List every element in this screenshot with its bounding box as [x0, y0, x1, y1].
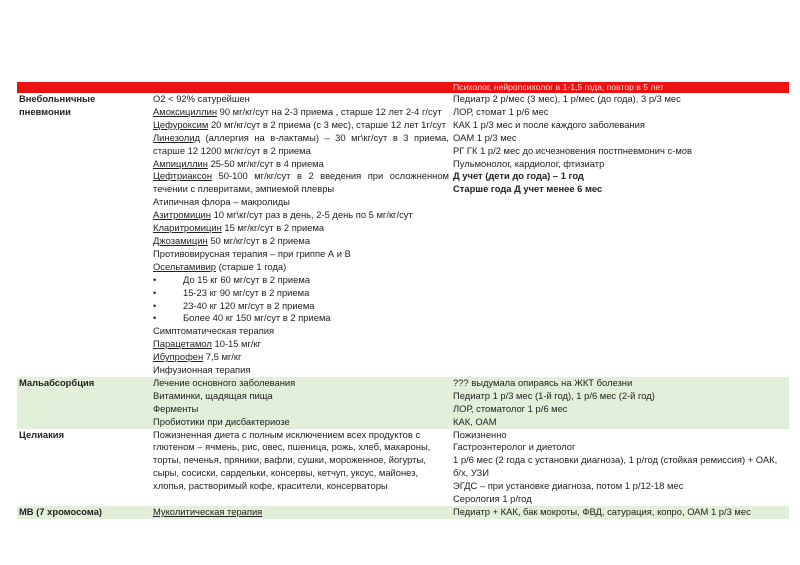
- condition-cell: Внебольничные пневмонии: [19, 93, 96, 117]
- followup-cell: [451, 377, 789, 429]
- text-line: [453, 132, 787, 145]
- text-line: [153, 506, 449, 519]
- bullet-item: [153, 312, 449, 325]
- bullet-dot: •: [153, 299, 157, 311]
- line-text: Витаминки, щадящая пища: [153, 389, 273, 401]
- text-line: [153, 235, 449, 248]
- text-line: [153, 132, 449, 158]
- line-text: 10-15 мг/кг: [211, 338, 262, 350]
- line-text: Симптоматическая терапия: [153, 325, 275, 337]
- followup-cell: [451, 506, 789, 519]
- text-line: [153, 106, 449, 119]
- bullet-text: 23-40 кг 120 мг/сут в 2 приема: [183, 299, 315, 311]
- line-text: Пульмонолог, кардиолог, фтизиатр: [453, 157, 605, 169]
- text-line: Пожизненная диета с полным исключением всех продуктов с глютеном – ячмень, рис, овес, пшеница, рожь, хлеб, макароны, торты, печенья, пряники, вафли, сушки, мороженное, йогурты, сыры, сосиски, сардельки, консервы, кетчуп, уксус, майонез, хлопья, растворимый кофе, красители, консерваторы: [153, 428, 431, 492]
- treatment-cell: [151, 93, 451, 377]
- text-line: [153, 196, 449, 209]
- text-line: [153, 261, 449, 274]
- document-table: [17, 82, 789, 519]
- bullet-dot: •: [153, 273, 157, 285]
- pneumonia-row: [17, 93, 789, 377]
- text-line: [153, 222, 449, 235]
- condition-cell: Целиакия: [19, 428, 65, 440]
- line-text: 15 мг/кг/сут в 2 приема: [221, 222, 325, 234]
- line-text: ЛОР, стоматолог 1 р/6 мес: [453, 402, 568, 414]
- text-line: [453, 480, 787, 493]
- drug-name: Муколитическая терапия: [153, 506, 263, 517]
- treatment-cell: [151, 377, 451, 429]
- line-text: 10 мг\кг/сут раз в день, 2-5 день по 5 мг/кг/сут: [210, 209, 413, 221]
- text-line: [153, 416, 449, 429]
- treatment-cell: [151, 506, 451, 519]
- line-text: 1 р/6 мес (2 года с установки диагноза), 1 р/год (стойкая ремиссия) + ОАК, б/х, УЗИ: [453, 454, 778, 479]
- text-line: [453, 429, 787, 442]
- text-line: [453, 93, 787, 106]
- bold-text: Д учет (дети до года) – 1 год: [453, 170, 584, 182]
- text-line: [153, 351, 449, 364]
- text-line: [153, 338, 449, 351]
- line-text: КАК 1 р/3 мес и после каждого заболевания: [453, 118, 645, 130]
- text-line: [453, 416, 787, 429]
- drug-name: Азитромицин: [153, 209, 211, 221]
- line-text: Пробиотики при дисбактериозе: [153, 415, 290, 427]
- line-text: Лечение основного заболевания: [153, 376, 296, 388]
- line-text: 90 мг/кг/сут на 2-3 приема , старше 12 лет 2-4 г/сут: [217, 105, 442, 117]
- line-text: ЛОР, стомат 1 р/6 мес: [453, 105, 549, 117]
- line-text: Педиатр 2 р/мес (3 мес), 1 р/мес (до года), 3 р/3 мес: [453, 93, 681, 104]
- text-line: [453, 403, 787, 416]
- banner-row: [17, 82, 789, 93]
- line-text: 20 мг/кг/сут в 2 приема (с 3 мес), старше 12 лет 1г/сут: [208, 118, 447, 130]
- line-text: ОАМ 1 р/3 мес: [453, 131, 517, 143]
- text-line: [153, 325, 449, 338]
- text-line: [453, 493, 787, 506]
- line-text: 7,5 мг/кг: [203, 351, 242, 363]
- text-line: [453, 170, 787, 183]
- text-line: [453, 145, 787, 158]
- drug-name: Парацетамол: [153, 338, 212, 350]
- bullet-dot: •: [153, 286, 157, 298]
- text-line: [153, 119, 449, 132]
- text-line: [453, 106, 787, 119]
- text-line: [153, 170, 449, 196]
- text-line: [153, 390, 449, 403]
- drug-name: Ибупрофен: [153, 351, 204, 363]
- treatment-cell: [151, 429, 451, 506]
- line-text: РГ ГК 1 р/2 мес до исчезновения постпневмонич с-мов: [453, 144, 692, 156]
- line-text: 50 мг/кг/сут в 2 приема: [207, 234, 311, 246]
- text-line: [453, 119, 787, 132]
- line-text: ??? выдумала опираясь на ЖКТ болезни: [453, 376, 633, 388]
- line-text: Гастроэнтеролог и диетолог: [453, 441, 576, 453]
- bullet-item: [153, 300, 449, 313]
- text-line: [153, 209, 449, 222]
- text-line: [453, 183, 787, 196]
- text-line: [453, 506, 787, 519]
- drug-name: Амоксициллин: [153, 105, 218, 117]
- text-line: [453, 158, 787, 171]
- followup-cell: [451, 429, 789, 506]
- text-line: [453, 454, 787, 480]
- line-text: 25-50 мг/кг/сут в 4 приема: [207, 157, 324, 169]
- drug-name: Линезолид: [153, 131, 200, 143]
- line-text: (старше 1 года): [216, 260, 287, 272]
- line-text: О2 < 92% сатурейшен: [153, 93, 250, 104]
- line-text: Педиатр 1 р/3 мес (1-й год), 1 р/6 мес (2-й год): [453, 389, 655, 401]
- line-text: Атипичная флора – макролиды: [153, 196, 290, 208]
- line-text: Серология 1 р/год: [453, 493, 532, 505]
- banner-text: Психолог, нейропсихолог в 1-1,5 года, повтор в 5 лет: [453, 82, 664, 92]
- text-line: [453, 377, 787, 390]
- bullet-text: 15-23 кг 90 мг/сут в 2 приема: [183, 286, 310, 298]
- line-text: Инфузионная терапия: [153, 364, 251, 376]
- condition-cell: Мальабсорбция: [17, 377, 151, 429]
- bullet-dot: •: [153, 312, 157, 324]
- celiac-row: [17, 429, 789, 506]
- condition-cell: МВ (7 хромосома): [17, 506, 151, 519]
- text-line: [453, 390, 787, 403]
- text-line: [153, 158, 449, 171]
- cystic-fibrosis-row: [17, 506, 789, 519]
- drug-name: Цефуроксим: [153, 118, 209, 130]
- line-text: 50-100 мг/кг/сут в 2 введения при осложненном течении с плевритами, эмпиемой плевры: [153, 170, 449, 195]
- line-text: Пожизненно: [453, 428, 507, 440]
- line-text: Педиатр + КАК, бак мокроты, ФВД, сатурация, копро, ОАМ 1 р/3 мес: [453, 506, 751, 517]
- text-line: [153, 364, 449, 377]
- line-text: ЭГДС – при установке диагноза, потом 1 р/12-18 мес: [453, 480, 684, 492]
- text-line: [153, 93, 449, 106]
- text-line: [153, 403, 449, 416]
- bullet-text: Более 40 кг 150 мг/сут в 2 приема: [183, 312, 331, 324]
- followup-cell: [451, 93, 789, 377]
- text-line: [153, 377, 449, 390]
- line-text: КАК, ОАМ: [453, 415, 497, 427]
- drug-name: Осельтамивир: [153, 260, 217, 272]
- line-text: (аллергия на в-лактамы) – 30 мг\кг/сут в 3 приема, старше 12 1200 мг/кг/сут в 2 приема: [153, 131, 449, 156]
- text-line: [453, 441, 787, 454]
- line-text: Ферменты: [153, 402, 199, 414]
- drug-name: Ампициллин: [153, 157, 208, 169]
- line-text: Противовирусная терапия – при гриппе А и В: [153, 247, 351, 259]
- bullet-item: [153, 287, 449, 300]
- bullet-item: [153, 274, 449, 287]
- drug-name: Кларитромицин: [153, 222, 222, 234]
- drug-name: Цефтриаксон: [153, 170, 213, 182]
- drug-name: Джозамицин: [153, 234, 208, 246]
- malabsorption-row: [17, 377, 789, 429]
- text-line: [153, 248, 449, 261]
- bold-text: Старше года Д учет менее 6 мес: [453, 183, 603, 195]
- bullet-text: До 15 кг 60 мг/сут в 2 приема: [183, 273, 311, 285]
